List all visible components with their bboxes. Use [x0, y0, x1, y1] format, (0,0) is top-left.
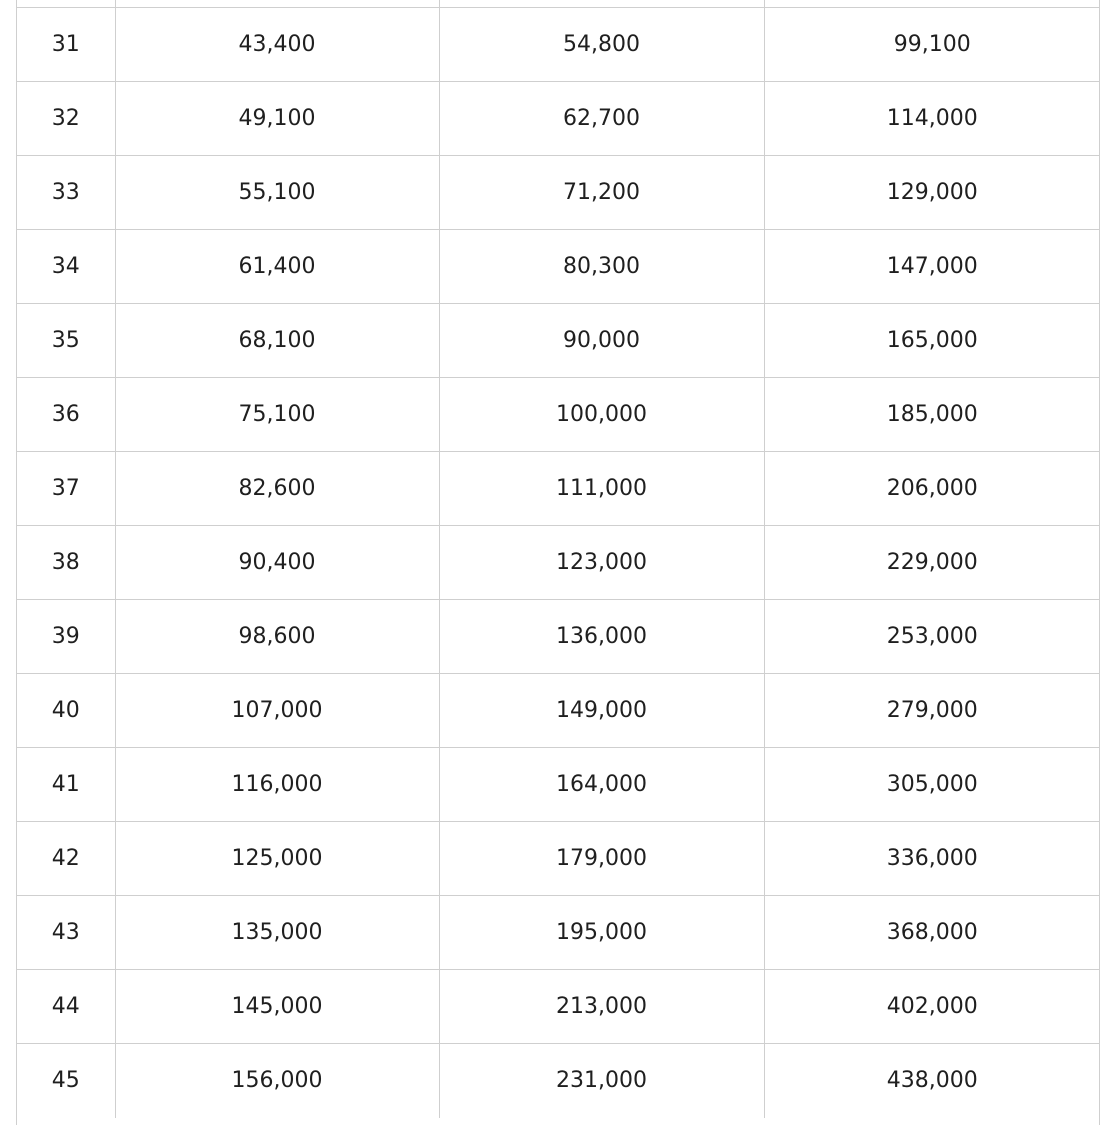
value-cell-col-4: 438,000	[764, 1044, 1100, 1118]
row-index-cell: 42	[17, 822, 115, 896]
value-cell-col-2: 116,000	[115, 748, 439, 822]
row-index-cell: 43	[17, 896, 115, 970]
value-cell-col-4: 336,000	[764, 822, 1100, 896]
value-cell-col-4: 165,000	[764, 304, 1100, 378]
row-index-cell: 44	[17, 970, 115, 1044]
row-index-cell: 38	[17, 526, 115, 600]
value-cell-col-3: 80,300	[439, 230, 764, 304]
value-cell-col-4: 279,000	[764, 674, 1100, 748]
value-cell-col-3: 100,000	[439, 378, 764, 452]
value-cell-col-2: 98,600	[115, 600, 439, 674]
value-cell-col-2: 145,000	[115, 970, 439, 1044]
row-index-cell: 31	[17, 8, 115, 82]
table-row	[17, 526, 1100, 600]
table-row	[17, 82, 1100, 156]
value-cell-col-3: 71,200	[439, 156, 764, 230]
value-cell-col-2: 43,400	[115, 8, 439, 82]
table-row	[17, 748, 1100, 822]
value-cell-col-2: 125,000	[115, 822, 439, 896]
value-cell-col-3: 195,000	[439, 896, 764, 970]
row-index-cell: 32	[17, 82, 115, 156]
table-body	[17, 8, 1100, 1118]
table-row	[17, 156, 1100, 230]
value-cell-col-3: 136,000	[439, 600, 764, 674]
value-cell-col-4: 305,000	[764, 748, 1100, 822]
value-cell-col-4: 129,000	[764, 156, 1100, 230]
table-row	[17, 8, 1100, 82]
value-cell-col-3: 179,000	[439, 822, 764, 896]
data-table	[17, 7, 1100, 1118]
row-index-cell: 39	[17, 600, 115, 674]
table-row	[17, 674, 1100, 748]
value-cell-col-3: 123,000	[439, 526, 764, 600]
table-row	[17, 600, 1100, 674]
table-row	[17, 230, 1100, 304]
value-cell-col-3: 111,000	[439, 452, 764, 526]
table-row	[17, 896, 1100, 970]
table-row	[17, 1044, 1100, 1118]
row-index-cell: 40	[17, 674, 115, 748]
value-cell-col-2: 75,100	[115, 378, 439, 452]
value-cell-col-2: 107,000	[115, 674, 439, 748]
value-cell-col-3: 164,000	[439, 748, 764, 822]
value-cell-col-2: 68,100	[115, 304, 439, 378]
row-index-cell: 37	[17, 452, 115, 526]
value-cell-col-4: 185,000	[764, 378, 1100, 452]
table-row	[17, 970, 1100, 1044]
table-row	[17, 304, 1100, 378]
value-cell-col-3: 62,700	[439, 82, 764, 156]
row-index-cell: 45	[17, 1044, 115, 1118]
value-cell-col-2: 82,600	[115, 452, 439, 526]
row-index-cell: 41	[17, 748, 115, 822]
value-cell-col-2: 55,100	[115, 156, 439, 230]
value-cell-col-2: 156,000	[115, 1044, 439, 1118]
table-row	[17, 378, 1100, 452]
value-cell-col-3: 90,000	[439, 304, 764, 378]
value-cell-col-4: 99,100	[764, 8, 1100, 82]
value-cell-col-2: 61,400	[115, 230, 439, 304]
value-cell-col-2: 49,100	[115, 82, 439, 156]
row-index-cell: 33	[17, 156, 115, 230]
table-row	[17, 822, 1100, 896]
value-cell-col-2: 90,400	[115, 526, 439, 600]
row-index-cell: 34	[17, 230, 115, 304]
row-index-cell: 36	[17, 378, 115, 452]
value-cell-col-4: 147,000	[764, 230, 1100, 304]
value-cell-col-4: 229,000	[764, 526, 1100, 600]
value-cell-col-4: 206,000	[764, 452, 1100, 526]
value-cell-col-2: 135,000	[115, 896, 439, 970]
table-top-stub	[17, 0, 1100, 7]
value-cell-col-4: 368,000	[764, 896, 1100, 970]
value-cell-col-3: 213,000	[439, 970, 764, 1044]
value-cell-col-3: 231,000	[439, 1044, 764, 1118]
value-cell-col-4: 114,000	[764, 82, 1100, 156]
value-cell-col-4: 253,000	[764, 600, 1100, 674]
row-index-cell: 35	[17, 304, 115, 378]
table-row	[17, 452, 1100, 526]
data-table-container	[16, 0, 1100, 1125]
value-cell-col-3: 54,800	[439, 8, 764, 82]
value-cell-col-3: 149,000	[439, 674, 764, 748]
value-cell-col-4: 402,000	[764, 970, 1100, 1044]
